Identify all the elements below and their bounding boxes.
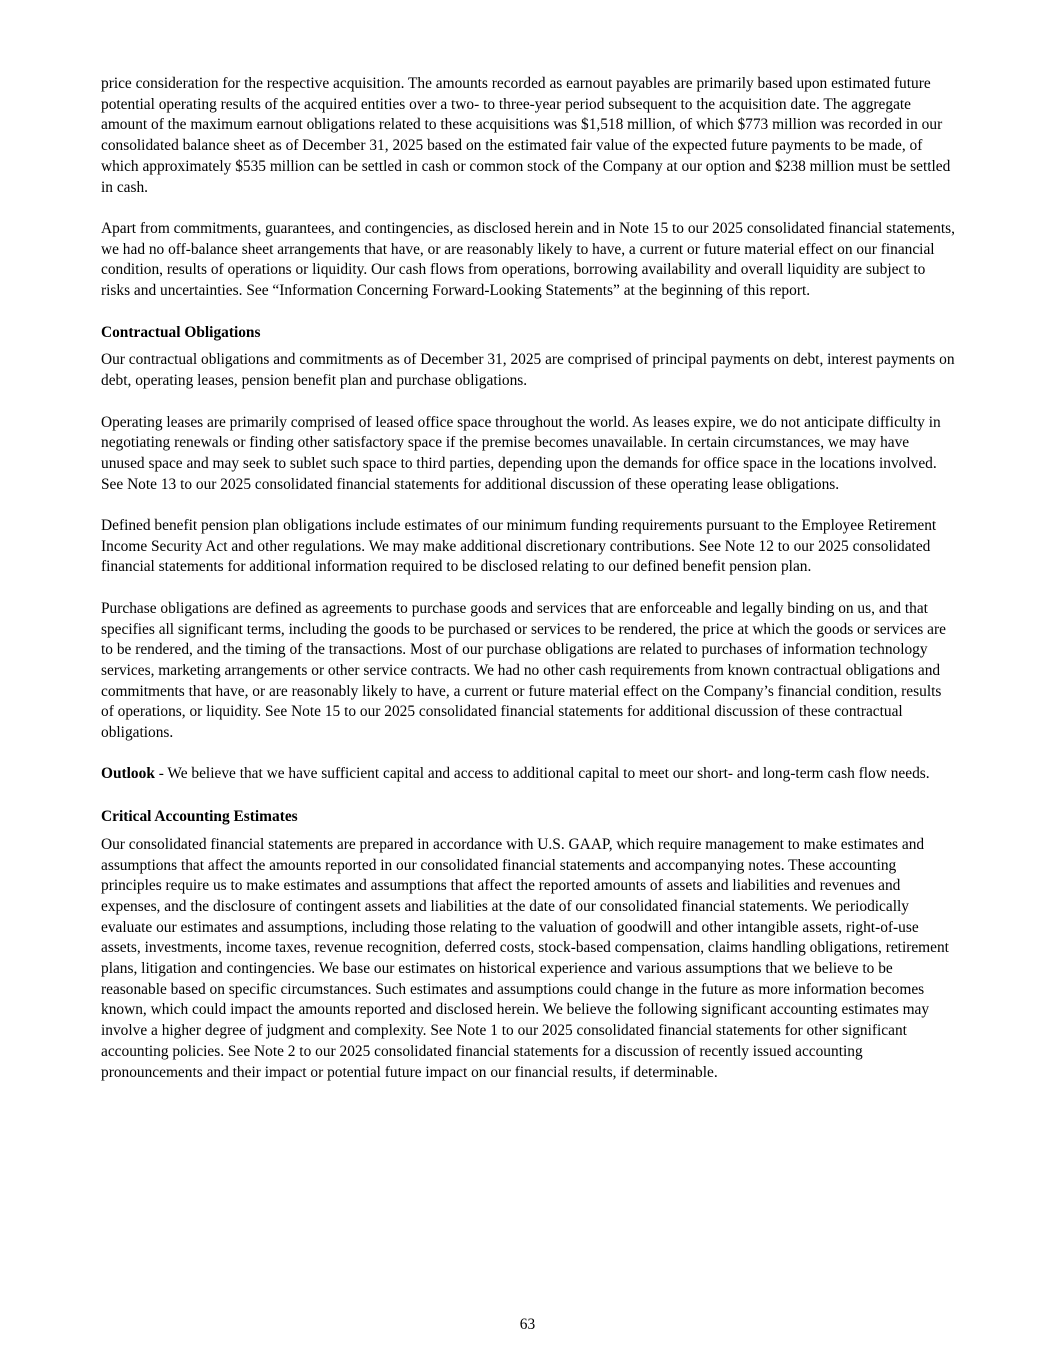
earnout-paragraph: price consideration for the respective acquisition. The amounts recorded as earnout payables are primarily based upon estimated future potential operating results of the acquired entities over a two- to three-year period subsequent to the acquisition date. The aggregate amount of the maximum earnout obligations related to these acquisitions was $1,518 million, of which $773 million was recorded in our consolidated balance sheet as of December 31, 2025 based on the estimated fair value of the expected future payments to be made, of which approximately $535 million can be settled in cash or common stock of the Company at our option and $238 million must be settled in cash. — [101, 75, 951, 196]
contractual-obligations-heading: Contractual Obligations — [101, 323, 261, 341]
operating-leases-paragraph: Operating leases are primarily comprised of leased office space throughout the world. As leases expire, we do not anticipate difficulty in negotiating renewals or finding other satisfactory space if the premise becomes unavailable. In certain circumstances, we may have unused space and may seek to sublet such space to third parties, depending upon the demands for office space in the locations involved. See Note 13 to our 2025 consolidated financial statements for additional discussion of these operating lease obligations. — [101, 413, 941, 493]
critical-accounting-estimates-heading: Critical Accounting Estimates — [101, 808, 298, 826]
outlook-text: - We believe that we have sufficient capital and access to additional capital to meet our short- and long-term cash flow needs. — [154, 765, 930, 783]
document-body — [101, 74, 956, 1083]
outlook-label: Outlook — [101, 765, 155, 783]
page-number: 63 — [519, 1316, 536, 1333]
off-balance-sheet-paragraph: Apart from commitments, guarantees, and contingencies, as disclosed herein and in Note 15 to our 2025 consolidated financial statements, we had no off-balance sheet arrangements that have, or are reasonably likely to have, a current or future material effect on our financial condition, results of operations or liquidity. Our cash flows from operations, borrowing availability and overall liquidity are subject to risks and uncertainties. See “Information Concerning Forward-Looking Statements” at the beginning of this report. — [101, 219, 955, 300]
critical-accounting-estimates-paragraph: Our consolidated financial statements are prepared in accordance with U.S. GAAP, which require management to make estimates and assumptions that affect the amounts reported in our consolidated financial statements and accompanying notes. These accounting principles require us to make estimates and assumptions that affect the reported amounts of assets and liabilities and revenues and expenses, and the disclosure of contingent assets and liabilities at the date of our consolidated financial statements. We periodically evaluate our estimates and assumptions, including those relating to the valuation of goodwill and other intangible assets, right-of-use assets, investments, income taxes, revenue recognition, deferred costs, stock-based compensation, claims handling obligations, retirement plans, litigation and contingencies. We base our estimates on historical experience and various assumptions that we believe to be reasonable based on specific circumstances. Such estimates and assumptions could change in the future as more information becomes known, which could impact the amounts reported and disclosed herein. We believe the following significant accounting estimates may involve a higher degree of judgment and complexity. See Note 1 to our 2025 consolidated financial statements for other significant accounting policies. See Note 2 to our 2025 consolidated financial statements for a discussion of recently issued accounting pronouncements and their impact or potential future impact on our financial results, if determinable. — [101, 835, 949, 1081]
outlook-paragraph — [101, 764, 956, 785]
pension-plan-paragraph: Defined benefit pension plan obligations include estimates of our minimum funding requirements pursuant to the Employee Retirement Income Security Act and other regulations. We may make additional discretionary contributions. See Note 12 to our 2025 consolidated financial statements for additional information required to be disclosed relating to our defined benefit pension plan. — [101, 517, 937, 576]
contractual-obligations-paragraph: Our contractual obligations and commitments as of December 31, 2025 are comprised of principal payments on debt, interest payments on debt, operating leases, pension benefit plan and purchase obligations. — [101, 351, 955, 390]
purchase-obligations-paragraph: Purchase obligations are defined as agreements to purchase goods and services that are enforceable and legally binding on us, and that specifies all significant terms, including the goods to be purchased or services to be rendered, the price at which the goods or services are to be rendered, and the timing of the transactions. Most of our purchase obligations are related to purchases of information technology services, marketing arrangements or other service contracts. We had no other cash requirements from known contractual obligations and commitments that have, or are reasonably likely to have, a current or future material effect on the Company’s financial condition, results of operations, or liquidity. See Note 15 to our 2025 consolidated financial statements for additional discussion of these contractual obligations. — [101, 599, 946, 742]
